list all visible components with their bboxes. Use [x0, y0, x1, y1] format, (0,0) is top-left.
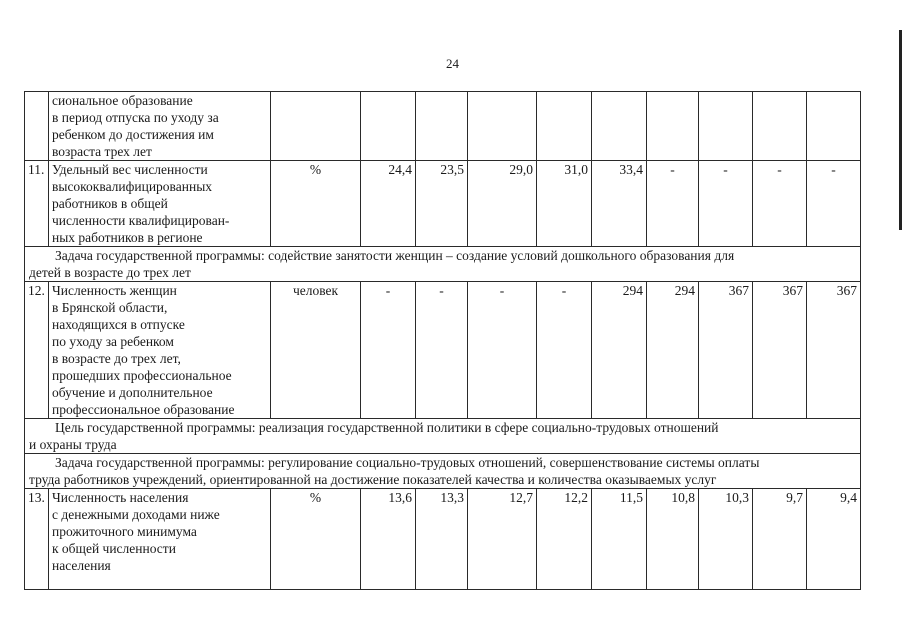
- value-cell: 294: [592, 282, 647, 419]
- program-task: [25, 247, 861, 282]
- unit-cell: [271, 92, 361, 161]
- indicator-name-line: обучение и дополнительное: [52, 385, 213, 400]
- table-row: [25, 92, 861, 161]
- value-cell: [592, 92, 647, 161]
- value-cell: 367: [807, 282, 861, 419]
- indicator-name-line: возраста трех лет: [52, 144, 152, 159]
- value-cell: 11,5: [592, 489, 647, 590]
- program-task: [25, 454, 861, 489]
- indicator-name-line: сиональное образование: [52, 93, 193, 108]
- table-row: [25, 489, 861, 590]
- value-cell: 294: [647, 282, 699, 419]
- indicator-name-line: численности квалифицирован-: [52, 213, 230, 228]
- indicator-name: [49, 489, 271, 590]
- value-cell: [699, 92, 753, 161]
- value-cell: -: [807, 161, 861, 247]
- value-cell: 12,7: [468, 489, 537, 590]
- value-cell: 24,4: [361, 161, 416, 247]
- indicator-name-line: к общей численности: [52, 541, 176, 556]
- indicator-name-line: работников в общей: [52, 196, 168, 211]
- section-line: и охраны труда: [29, 437, 117, 452]
- indicators-table: [24, 91, 861, 590]
- indicator-name: [49, 161, 271, 247]
- row-number: 13.: [25, 489, 49, 590]
- value-cell: 9,4: [807, 489, 861, 590]
- indicator-name-line: Удельный вес численности: [52, 162, 208, 177]
- indicator-name-line: в возрасте до трех лет,: [52, 351, 181, 366]
- value-cell: [647, 92, 699, 161]
- indicator-name-line: в Брянской области,: [52, 300, 168, 315]
- value-cell: 13,3: [416, 489, 468, 590]
- row-number: [25, 92, 49, 161]
- value-cell: [468, 92, 537, 161]
- indicator-name-line: в период отпуска по уходу за: [52, 110, 219, 125]
- value-cell: [416, 92, 468, 161]
- value-cell: -: [537, 282, 592, 419]
- row-number: 12.: [25, 282, 49, 419]
- value-cell: 31,0: [537, 161, 592, 247]
- value-cell: [537, 92, 592, 161]
- value-cell: 29,0: [468, 161, 537, 247]
- value-cell: 367: [699, 282, 753, 419]
- goal-row: [25, 419, 861, 454]
- value-cell: -: [753, 161, 807, 247]
- indicator-name-line: прожиточного минимума: [52, 524, 197, 539]
- unit-cell: человек: [271, 282, 361, 419]
- value-cell: [361, 92, 416, 161]
- unit-cell: %: [271, 489, 361, 590]
- value-cell: 9,7: [753, 489, 807, 590]
- value-cell: 23,5: [416, 161, 468, 247]
- value-cell: -: [468, 282, 537, 419]
- section-line: Задача государственной программы: регулирование социально-трудовых отношений, совершенствование системы оплаты: [55, 455, 760, 470]
- value-cell: -: [699, 161, 753, 247]
- margin-rule: [899, 30, 902, 230]
- value-cell: -: [416, 282, 468, 419]
- row-number: 11.: [25, 161, 49, 247]
- indicator-name-line: находящихся в отпуске: [52, 317, 185, 332]
- section-line: Задача государственной программы: содействие занятости женщин – создание условий дошкольного образования для: [55, 248, 735, 263]
- indicator-name-line: Численность населения: [52, 490, 189, 505]
- page-number: 24: [446, 56, 459, 71]
- value-cell: -: [647, 161, 699, 247]
- value-cell: 367: [753, 282, 807, 419]
- indicator-name-line: ребенком до достижения им: [52, 127, 214, 142]
- value-cell: 10,3: [699, 489, 753, 590]
- value-cell: -: [361, 282, 416, 419]
- indicator-name-line: прошедших профессиональное: [52, 368, 232, 383]
- indicator-name-line: с денежными доходами ниже: [52, 507, 220, 522]
- task-row: [25, 454, 861, 489]
- value-cell: 10,8: [647, 489, 699, 590]
- value-cell: 12,2: [537, 489, 592, 590]
- indicator-name: [49, 92, 271, 161]
- table-row: [25, 161, 861, 247]
- section-line: Цель государственной программы: реализация государственной политики в сфере социально-трудовых отношений: [55, 420, 719, 435]
- table-row: [25, 282, 861, 419]
- indicator-name-line: населения: [52, 558, 111, 573]
- indicator-name-line: Численность женщин: [52, 283, 177, 298]
- section-line: труда работников учреждений, ориентированной на достижение показателей качества и количества оказываемых услуг: [29, 472, 717, 487]
- program-goal: [25, 419, 861, 454]
- value-cell: 13,6: [361, 489, 416, 590]
- indicator-name-line: ных работников в регионе: [52, 230, 203, 245]
- indicator-name-line: высококвалифицированных: [52, 179, 213, 194]
- value-cell: [753, 92, 807, 161]
- indicator-name: [49, 282, 271, 419]
- unit-cell: %: [271, 161, 361, 247]
- section-line: детей в возрасте до трех лет: [29, 265, 191, 280]
- indicator-name-line: профессиональное образование: [52, 402, 235, 417]
- task-row: [25, 247, 861, 282]
- value-cell: 33,4: [592, 161, 647, 247]
- value-cell: [807, 92, 861, 161]
- indicator-name-line: по уходу за ребенком: [52, 334, 174, 349]
